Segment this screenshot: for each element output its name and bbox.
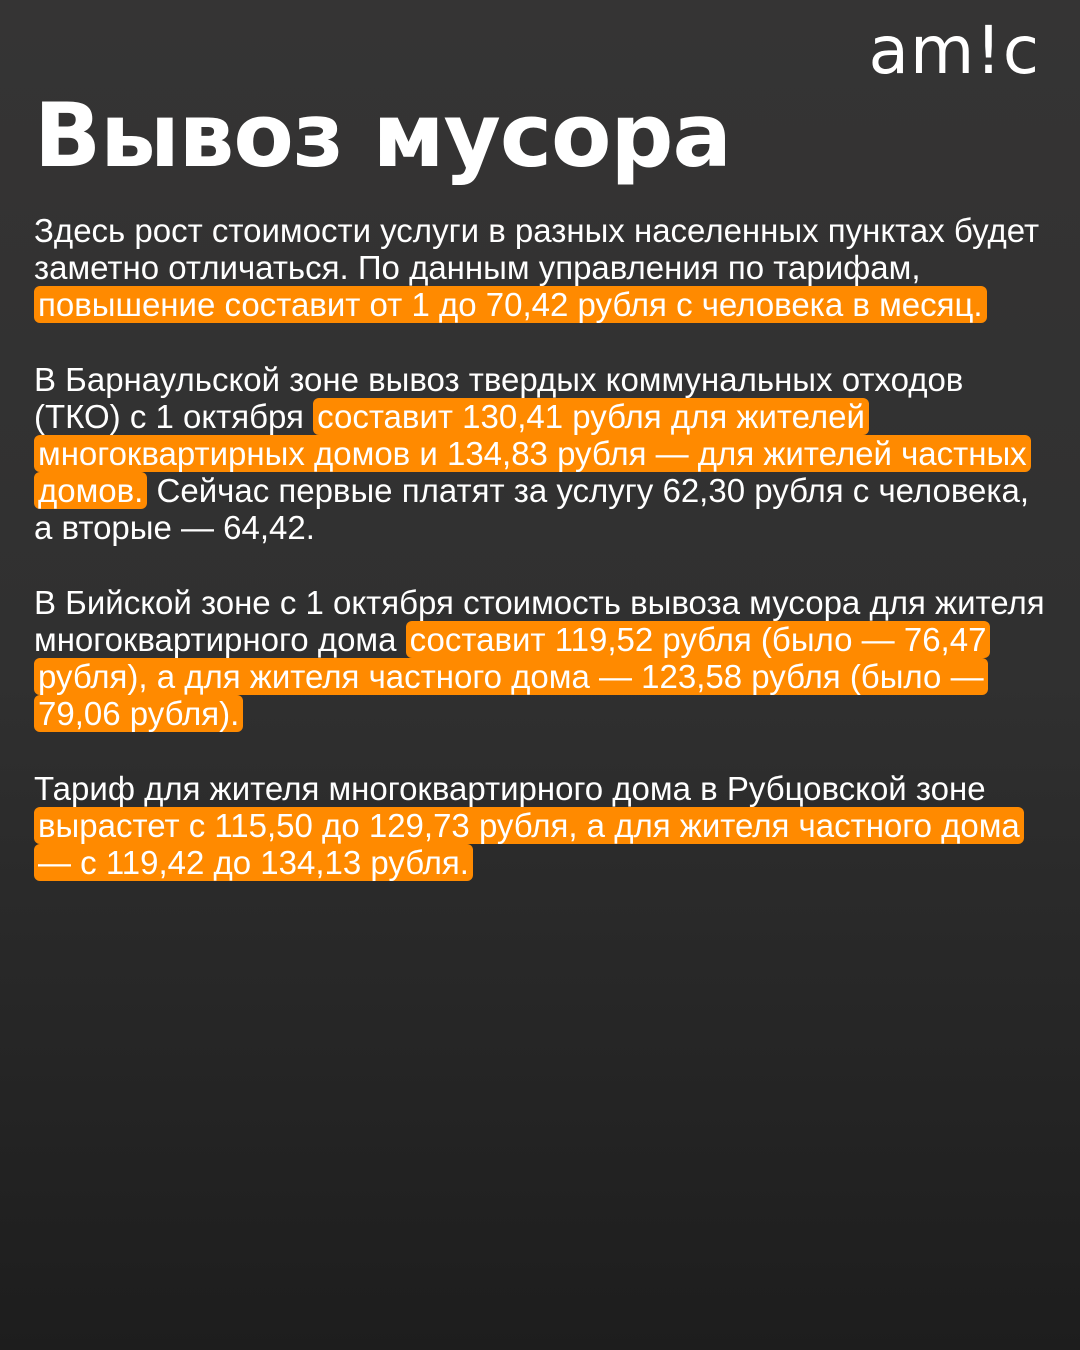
paragraph-1-highlight: повышение составит от 1 до 70,42 рубля с человека в месяц. (34, 286, 987, 323)
paragraph-2 (34, 361, 1054, 546)
paragraph-2-tail: Сейчас первые платят за услугу 62,30 рубля с человека, а вторые — 64,42. (34, 472, 1030, 546)
paragraph-4-text: Тариф для жителя многоквартирного дома в Рубцовской зоне (34, 770, 986, 807)
brand-logo: am!c (868, 12, 1040, 89)
paragraph-1-text: Здесь рост стоимости услуги в разных населенных пунктах будет заметно отличаться. По данным управления по тарифам, (34, 212, 1040, 286)
paragraph-3-text: В Бийской зоне с 1 октября стоимость вывоза мусора для жителя многоквартирного дома (34, 584, 1045, 658)
paragraph-1 (34, 212, 1054, 323)
paragraph-3-highlight: составит 119,52 рубля (было — 76,47 рубля), а для жителя частного дома — 123,58 рубля (было — 79,06 рубля). (34, 621, 990, 732)
page-title: Вывоз мусора (34, 84, 731, 187)
article-body (34, 212, 1054, 919)
paragraph-2-text: В Барнаульской зоне вывоз твердых коммунальных отходов (ТКО) с 1 октября (34, 361, 964, 435)
paragraph-4 (34, 770, 1054, 881)
paragraph-2-highlight: составит 130,41 рубля для жителей многоквартирных домов и 134,83 рубля — для жителей частных домов. (34, 398, 1031, 509)
paragraph-3 (34, 584, 1054, 732)
paragraph-4-highlight: вырастет с 115,50 до 129,73 рубля, а для жителя частного дома — с 119,42 до 134,13 рубля. (34, 807, 1024, 881)
